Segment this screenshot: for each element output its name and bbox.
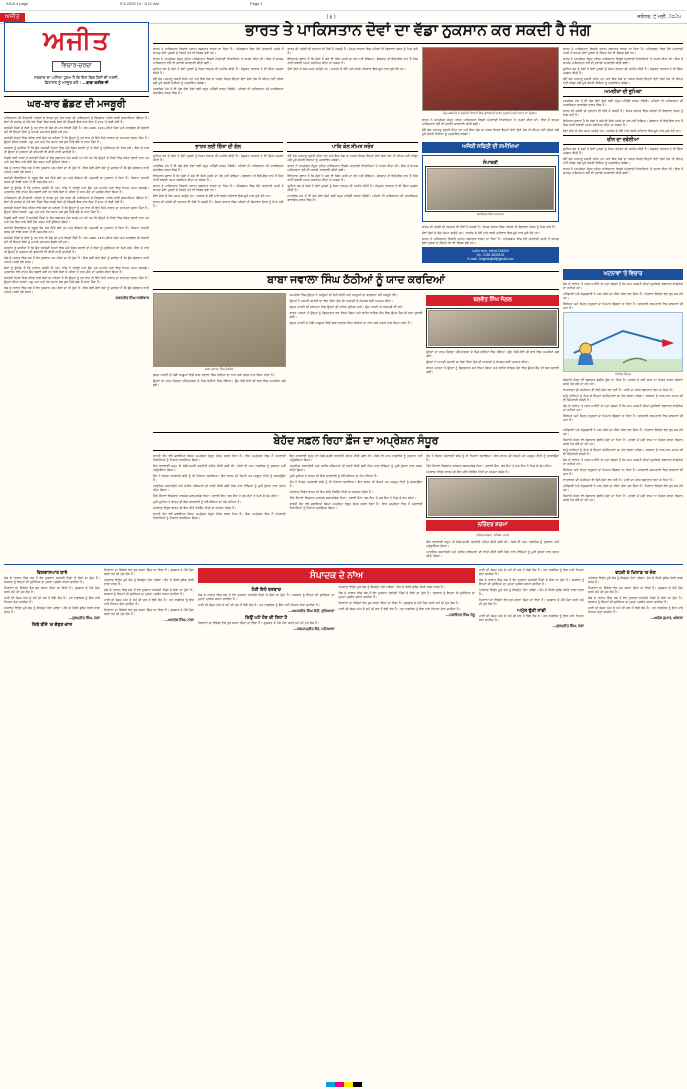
rc-p0b: ਦੇਸ਼ ਦੇ ਹਾਲਾਤ 'ਤੇ ਨਜ਼ਰ ਮਾਰੀਏ ਤਾਂ ਪਤਾ ਲੱਗਦਾ ਹੈ ਕਿ ਆਮ ਆਦਮੀ ਦੀਆਂ ਮੁਸ਼ਕਿਲਾਂ ਲਗਾਤਾਰ ਵਧਦੀਆਂ ਜਾ ਰਹੀਆਂ ਹਨ।: [563, 404, 683, 413]
fauj-col3: [426, 454, 559, 474]
fauj-p6c: ਅੱਤਵਾਦ ਵਿਰੁੱਧ ਭਾਰਤ ਦੀ ਇਹ ਜ਼ੀਰੋ ਟੌਲਰੈਂਸ ਨੀਤੀ ਦਾ ਸਪੱਸ਼ਟ ਸੰਦੇਸ਼ ਹੈ।: [426, 470, 510, 475]
contact-line-2: ਫ਼ੋਨ : 0181-5033100: [476, 252, 505, 257]
fauj-p0: ਭਾਰਤੀ ਫ਼ੌਜ ਵਲੋਂ ਚਲਾਇਆ ਗਿਆ ਅਪ੍ਰੇਸ਼ਨ ਸੰਧੂਰ ਬੇਹੱਦ ਸਫ਼ਲ ਰਿਹਾ ਹੈ। ਇਸ ਅਪ੍ਰੇਸ਼ਨ ਵਿਚ ਨੌਂ ਅੱਤਵਾਦੀ ਟਿਕਾਣਿਆਂ ਨੂੰ ਨਿਸ਼ਾਨਾ ਬਣਾਇਆ ਗਿਆ।: [153, 454, 286, 463]
main-p6b: ਇਤਿਹਾਸ ਗਵਾਹ ਹੈ ਕਿ ਜੰਗਾਂ ਨੇ ਕਦੇ ਵੀ ਕਿਸੇ ਮਸਲੇ ਦਾ ਹੱਲ ਨਹੀਂ ਕੱਢਿਆ। ਗੱਲਬਾਤ ਹੀ ਇਕੋ-ਇਕ ਰਾਹ ਹੈ ਜਿਸ ਰਾਹੀਂ ਸਥਾਈ ਅਮਨ ਸਥਾਪਿਤ ਕੀਤਾ ਜਾ ਸਕਦਾ ਹੈ।: [153, 173, 284, 182]
rc2-p1: ਮਹਿੰਗਾਈ ਅਤੇ ਬੇਰੁਜ਼ਗਾਰੀ ਨੇ ਆਮ ਲੋਕਾਂ ਦਾ ਜੀਣਾ ਔਖਾ ਕਰ ਦਿੱਤਾ ਹੈ। ਨੌਜਵਾਨ ਵਿਦੇਸ਼ਾਂ ਵੱਲ ਰੁਖ਼ ਕਰ ਰਹੇ ਹਨ।: [563, 428, 683, 437]
l4-p0: ਪਾਣੀ ਦੀ ਬੱਚਤ ਅੱਜ ਦੇ ਸਮੇਂ ਦੀ ਸਭ ਤੋਂ ਵੱਡੀ ਲੋੜ ਹੈ। ਹਰ ਨਾਗਰਿਕ ਨੂੰ ਇਸ ਪਾਸੇ ਧਿਆਨ ਦੇਣਾ ਚਾਹੀਦਾ ਹੈ।: [479, 568, 584, 577]
fauj-p6b: ਅੱਤਵਾਦ ਵਿਰੁੱਧ ਭਾਰਤ ਦੀ ਇਹ ਜ਼ੀਰੋ ਟੌਲਰੈਂਸ ਨੀਤੀ ਦਾ ਸਪੱਸ਼ਟ ਸੰਦੇਸ਼ ਹੈ।: [289, 490, 373, 495]
ll-p1: ਨੌਜਵਾਨਾਂ ਦਾ ਵਿਦੇਸ਼ਾਂ ਵੱਲ ਰੁਖ਼ ਕਰਨਾ ਚਿੰਤਾ ਦਾ ਵਿਸ਼ਾ ਹੈ। ਰੁਜ਼ਗਾਰ ਦੇ ਮੌਕੇ ਪੈਦਾ ਕਰਨੇ ਸਮੇਂ ਦੀ ਮੁੱਖ ਲੋੜ ਹੈ।: [4, 586, 100, 595]
rc2-p0: ਦੇਸ਼ ਦੇ ਹਾਲਾਤ 'ਤੇ ਨਜ਼ਰ ਮਾਰੀਏ ਤਾਂ ਪਤਾ ਲੱਗਦਾ ਹੈ ਕਿ ਆਮ ਆਦਮੀ ਦੀਆਂ ਮੁਸ਼ਕਿਲਾਂ ਲਗਾਤਾਰ ਵਧਦੀਆਂ ਜਾ ਰਹੀਆਂ ਹਨ।: [563, 458, 683, 467]
letter-0-extra: ਪਾਣੀ ਦੀ ਬੱਚਤ ਅੱਜ ਦੇ ਸਮੇਂ ਦੀ ਸਭ ਤੋਂ ਵੱਡੀ ਲੋੜ ਹੈ। ਹਰ ਨਾਗਰਿਕ ਨੂੰ ਇਸ ਪਾਸੇ ਧਿਆਨ ਦੇਣਾ ਚਾਹੀਦਾ ਹੈ।: [198, 603, 321, 608]
letters-col2-sign: —ਅਨਮੋਲ ਸਿੰਘ, ਨਾਭਾ: [164, 618, 194, 623]
l4-p2: ਅੱਤਵਾਦ ਵਿਰੁੱਧ ਪੂਰੇ ਦੇਸ਼ ਨੂੰ ਇਕਜੁੱਟ ਹੋਣਾ ਪਵੇਗਾ। ਫ਼ੌਜ ਦੇ ਹੌਸਲੇ ਬੁਲੰਦ ਰੱਖਣੇ ਸਾਡਾ ਫ਼ਰਜ਼ ਹੈ।: [479, 588, 584, 597]
rc2-p5: ਸਾਨੂੰ ਸਾਰਿਆਂ ਨੂੰ ਮਿਲ ਕੇ ਇਨ੍ਹਾਂ ਸਮੱਸਿਆਵਾਂ ਦਾ ਹੱਲ ਲੱਭਣਾ ਪਵੇਗਾ। ਸਰਕਾਰ ਦੇ ਨਾਲ-ਨਾਲ ਸਮਾਜ ਦੀ ਵੀ ਜ਼ਿੰਮੇਵਾਰੀ ਬਣਦੀ ਹੈ।: [563, 448, 683, 457]
cmyk-black: [353, 1082, 362, 1087]
ll-p0: ਜੰਗ ਦੇ ਹਾਲਾਤ ਵਿਚ ਸਭ ਤੋਂ ਵੱਧ ਨੁਕਸਾਨ ਸਰਹੱਦੀ ਪਿੰਡਾਂ ਦੇ ਲੋਕਾਂ ਦਾ ਹੁੰਦਾ ਹੈ। ਸਰਕਾਰ ਨੂੰ ਇਨ੍ਹਾਂ ਦੀ ਸੁਰੱਖਿਆ ਦਾ ਪੁਖ਼ਤਾ ਪ੍ਰਬੰਧ ਕਰਨਾ ਚਾਹੀਦਾ ਹੈ।: [4, 576, 100, 585]
left-para-2c: ਸਰਹੱਦੀ ਖੇਤਰਾਂ ਵਿਚ ਰਹਿਣ ਵਾਲੇ ਲੋਕਾਂ ਦਾ ਕਹਿਣਾ ਹੈ ਕਿ ਉਨ੍ਹਾਂ ਨੂੰ ਹਰ ਵਾਰ ਹੀ ਇਹੋ ਜਿਹੇ ਹਾਲਾਤ ਦਾ ਸਾਹਮਣਾ ਕਰਨਾ ਪੈਂਦਾ ਹੈ। ਉਨ੍ਹਾਂ ਦੀਆਂ ਫ਼ਸਲਾਂ, ਪਸ਼ੂ, ਘਰ ਅਤੇ ਹੋਰ ਸਮਾਨ ਸਭ ਕੁਝ ਪਿੱਛੇ ਛੱਡ ਕੇ ਜਾਣਾ ਪੈਂਦਾ ਹੈ।: [4, 275, 149, 284]
left-article-headline: ਘਰ-ਬਾਰ ਛੱਡਣ ਦੀ ਮਜਬੂਰੀ: [4, 96, 149, 113]
main-col3: [422, 118, 559, 136]
letter-0-body: [198, 593, 335, 607]
right-p7: ਦੋਵਾਂ ਦੇਸ਼ਾਂ ਦੇ ਲੋਕ ਅਮਨ ਚਾਹੁੰਦੇ ਹਨ। ਸਰਹੱਦ ਦੇ ਦੋਵੇਂ ਪਾਸੇ ਵਸਦੇ ਪਰਿਵਾਰ ਇਕ-ਦੂਜੇ ਨਾਲ ਜੁੜੇ ਹੋਏ ਹਨ।: [563, 129, 682, 133]
printer-strip-right: Page 1: [250, 1, 263, 6]
main-p5: ਭਾਰਤ ਦੀ ਤਰੱਕੀ ਦੀ ਰਫ਼ਤਾਰ ਵੀ ਹੌਲੀ ਪੈ ਸਕਦੀ ਹੈ। ਸ਼ੇਅਰ ਬਾਜ਼ਾਰ ਵਿਚ ਪਹਿਲਾਂ ਹੀ ਗਿਰਾਵਟ ਦੇਖਣ ਨੂੰ ਮਿਲ ਰਹੀ ਹੈ।: [287, 47, 418, 55]
main-col5: [287, 154, 417, 202]
letter-1-text: ਨੌਜਵਾਨਾਂ ਦਾ ਵਿਦੇਸ਼ਾਂ ਵੱਲ ਰੁਖ਼ ਕਰਨਾ ਚਿੰਤਾ ਦਾ ਵਿਸ਼ਾ ਹੈ। ਰੁਜ਼ਗਾਰ ਦੇ ਮੌਕੇ ਪੈਦਾ ਕਰਨੇ ਸਮੇਂ ਦੀ ਮੁੱਖ ਲੋੜ ਹੈ।: [198, 621, 320, 626]
rc-p2b: ਸਿੱਖਿਆ ਅਤੇ ਸਿਹਤ ਸਹੂਲਤਾਂ ਦਾ ਮਿਆਰ ਡਿੱਗਦਾ ਜਾ ਰਿਹਾ ਹੈ। ਸਰਕਾਰੀ ਹਸਪਤਾਲਾਂ ਵਿਚ ਡਾਕਟਰਾਂ ਦੀ ਘਾਟ ਹੈ।: [563, 414, 683, 423]
baba-photo-caption: ਬਾਬਾ ਜਵਾਲਾ ਸਿੰਘ ਠੱਠੀਆਂ: [204, 366, 234, 371]
left-para-1b: ਸਰਹੱਦੀ ਪਿੰਡਾਂ ਦੇ ਲੋਕਾਂ ਨੂੰ ਹਰ ਵਾਰ ਹੀ ਜੰਗ ਦੀ ਮਾਰ ਝੱਲਣੀ ਪੈਂਦੀ ਹੈ। ਸੰਨ 1965, 1971 ਦੀਆਂ ਜੰਗਾਂ ਅਤੇ ਕਾਰਗਿਲ ਦੀ ਲੜਾਈ ਸਮੇਂ ਵੀ ਇਨ੍ਹਾਂ ਲੋਕਾਂ ਨੂੰ ਆਪਣੇ ਘਰ-ਬਾਰ ਛੱਡਣੇ ਪਏ ਸਨ।: [4, 235, 149, 244]
l5-p1: ਨੌਜਵਾਨਾਂ ਦਾ ਵਿਦੇਸ਼ਾਂ ਵੱਲ ਰੁਖ਼ ਕਰਨਾ ਚਿੰਤਾ ਦਾ ਵਿਸ਼ਾ ਹੈ। ਰੁਜ਼ਗਾਰ ਦੇ ਮੌਕੇ ਪੈਦਾ ਕਰਨੇ ਸਮੇਂ ਦੀ ਮੁੱਖ ਲੋੜ ਹੈ।: [588, 586, 683, 595]
baba-p1b: ਉਨ੍ਹਾਂ ਦਾ ਜਨਮ ਜ਼ਿਲ੍ਹਾ ਅੰਮ੍ਰਿਤਸਰ ਦੇ ਪਿੰਡ ਠੱਠੀਆਂ ਵਿਚ ਹੋਇਆ। ਉਹ ਰੋਜ਼ੀ-ਰੋਟੀ ਦੀ ਭਾਲ ਵਿਚ ਅਮਰੀਕਾ ਚਲੇ ਗਏ।: [426, 349, 560, 358]
rc-p3: ਕਿਸਾਨੀ ਸੰਕਟ ਵੀ ਲਗਾਤਾਰ ਗੰਭੀਰ ਹੁੰਦਾ ਜਾ ਰਿਹਾ ਹੈ। ਫ਼ਸਲਾਂ ਦੇ ਸਹੀ ਭਾਅ ਨਾ ਮਿਲਣ ਕਾਰਨ ਕਿਸਾਨ ਕਰਜ਼ੇ ਹੇਠ ਦੱਬੇ ਜਾ ਰਹੇ ਹਨ।: [563, 378, 683, 387]
letter-1-sign: —ਹਰਮਨਪ੍ਰੀਤ ਕੌਰ, ਪਟਿਆਲਾ: [293, 627, 335, 632]
right-mid-text: [563, 99, 683, 133]
baba-col2: [290, 293, 423, 325]
contact-line-3: E-mail : hbgmanjitdt@gmail.com: [467, 256, 514, 261]
editor-profile-box: [422, 155, 559, 222]
main-p3c: ਦੋਵੇਂ ਦੇਸ਼ ਪਰਮਾਣੂ ਸ਼ਕਤੀ ਸੰਪੰਨ ਹਨ ਅਤੇ ਇਕ ਜੰਗ ਦਾ ਅਸਰ ਸਿਰਫ਼ ਇਨ੍ਹਾਂ ਦੋਵਾਂ ਦੇਸ਼ਾਂ ਤੱਕ ਹੀ ਸੀਮਤ ਨਹੀਂ ਰਹੇਗਾ ਸਗੋਂ ਪੂਰੇ ਦੱਖਣੀ ਏਸ਼ੀਆ ਨੂੰ ਪ੍ਰਭਾਵਿਤ ਕਰੇਗਾ।: [287, 153, 418, 162]
fauj-p3c: ਆਧੁਨਿਕ ਤਕਨਾਲੋਜੀ ਅਤੇ ਸਟੀਕ ਹਥਿਆਰਾਂ ਦੀ ਵਰਤੋਂ ਕੀਤੀ ਗਈ ਜਿਸ ਨਾਲ ਟੀਚਿਆਂ ਨੂੰ ਪੂਰੀ ਸ਼ੁੱਧਤਾ ਨਾਲ ਤਬਾਹ ਕੀਤਾ ਗਿਆ।: [426, 550, 560, 559]
issue-date: ਜਲੰਧਰ, ੯ ਮਈ, ੨੦੨੫: [637, 14, 681, 20]
main-p3: ਦੋਵੇਂ ਦੇਸ਼ ਪਰਮਾਣੂ ਸ਼ਕਤੀ ਸੰਪੰਨ ਹਨ ਅਤੇ ਇਕ ਜੰਗ ਦਾ ਅਸਰ ਸਿਰਫ਼ ਇਨ੍ਹਾਂ ਦੋਵਾਂ ਦੇਸ਼ਾਂ ਤੱਕ ਹੀ ਸੀਮਤ ਨਹੀਂ ਰਹੇਗਾ ਸਗੋਂ ਪੂਰੇ ਦੱਖਣੀ ਏਸ਼ੀਆ ਨੂੰ ਪ੍ਰਭਾਵਿਤ ਕਰੇਗਾ।: [153, 77, 284, 85]
main-subhead-1: ਪਾਕਿ ਕੋਲ ਸੀਮਤ ਸਰੋਤ: [287, 142, 417, 152]
printer-strip-left: ASIA 4 page: [6, 1, 29, 6]
rc2-p3: ਕਿਸਾਨੀ ਸੰਕਟ ਵੀ ਲਗਾਤਾਰ ਗੰਭੀਰ ਹੁੰਦਾ ਜਾ ਰਿਹਾ ਹੈ। ਫ਼ਸਲਾਂ ਦੇ ਸਹੀ ਭਾਅ ਨਾ ਮਿਲਣ ਕਾਰਨ ਕਿਸਾਨ ਕਰਜ਼ੇ ਹੇਠ ਦੱਬੇ ਜਾ ਰਹੇ ਹਨ।: [563, 438, 683, 447]
main-subhead-3: ਚੀਨ ਦਾ ਰਵੱਈਆ: [563, 135, 683, 145]
rc2-p3b: ਕਿਸਾਨੀ ਸੰਕਟ ਵੀ ਲਗਾਤਾਰ ਗੰਭੀਰ ਹੁੰਦਾ ਜਾ ਰਿਹਾ ਹੈ। ਫ਼ਸਲਾਂ ਦੇ ਸਹੀ ਭਾਅ ਨਾ ਮਿਲਣ ਕਾਰਨ ਕਿਸਾਨ ਕਰਜ਼ੇ ਹੇਠ ਦੱਬੇ ਜਾ ਰਹੇ ਹਨ।: [563, 494, 683, 503]
right-col-body-top: [563, 282, 683, 310]
rc-p4: ਵਾਤਾਵਰਨ ਦੀ ਸਮੱਸਿਆ ਵੀ ਦਿਨੋ-ਦਿਨ ਵਧ ਰਹੀ ਹੈ। ਪਾਣੀ ਦਾ ਪੱਧਰ ਲਗਾਤਾਰ ਹੇਠਾਂ ਜਾ ਰਿਹਾ ਹੈ।: [563, 388, 674, 393]
contact-line-1: ਅਜੀਤ ਭਵਨ, ਜਲੰਧਰ-144004: [472, 248, 509, 253]
main-p1: ਭਾਰਤ ਨੇ ਆਪ੍ਰੇਸ਼ਨ ਸੰਧੂਰ ਤਹਿਤ ਪਾਕਿਸਤਾਨ ਵਿਚਲੇ ਅੱਤਵਾਦੀ ਟਿਕਾਣਿਆਂ 'ਤੇ ਹਮਲਾ ਕੀਤਾ ਸੀ। ਇਸ ਤੋਂ ਬਾਅਦ ਪਾਕਿਸਤਾਨ ਵਲੋਂ ਵੀ ਜਵਾਬੀ ਕਾਰਵਾਈ ਕੀਤੀ ਗਈ।: [153, 57, 284, 65]
right-col-body-3: [563, 428, 683, 502]
letter-2-body: [479, 614, 584, 622]
l2-p4: ਨੌਜਵਾਨਾਂ ਦਾ ਵਿਦੇਸ਼ਾਂ ਵੱਲ ਰੁਖ਼ ਕਰਨਾ ਚਿੰਤਾ ਦਾ ਵਿਸ਼ਾ ਹੈ। ਰੁਜ਼ਗਾਰ ਦੇ ਮੌਕੇ ਪੈਦਾ ਕਰਨੇ ਸਮੇਂ ਦੀ ਮੁੱਖ ਲੋੜ ਹੈ।: [104, 608, 194, 617]
baba-p3b: ਉਨ੍ਹਾਂ ਨੇ ਆਪਣੀ ਕਮਾਈ ਦਾ ਵੱਡਾ ਹਿੱਸਾ ਦੇਸ਼ ਦੀ ਆਜ਼ਾਦੀ ਦੇ ਸੰਘਰਸ਼ ਲਈ ਅਰਪਣ ਕੀਤਾ।: [426, 359, 530, 364]
main-p3b: ਦੋਵੇਂ ਦੇਸ਼ ਪਰਮਾਣੂ ਸ਼ਕਤੀ ਸੰਪੰਨ ਹਨ ਅਤੇ ਇਕ ਜੰਗ ਦਾ ਅਸਰ ਸਿਰਫ਼ ਇਨ੍ਹਾਂ ਦੋਵਾਂ ਦੇਸ਼ਾਂ ਤੱਕ ਹੀ ਸੀਮਤ ਨਹੀਂ ਰਹੇਗਾ ਸਗੋਂ ਪੂਰੇ ਦੱਖਣੀ ਏਸ਼ੀਆ ਨੂੰ ਪ੍ਰਭਾਵਿਤ ਕਰੇਗਾ।: [421, 127, 559, 136]
left-column: [4, 22, 149, 300]
fauj-p3: ਆਧੁਨਿਕ ਤਕਨਾਲੋਜੀ ਅਤੇ ਸਟੀਕ ਹਥਿਆਰਾਂ ਦੀ ਵਰਤੋਂ ਕੀਤੀ ਗਈ ਜਿਸ ਨਾਲ ਟੀਚਿਆਂ ਨੂੰ ਪੂਰੀ ਸ਼ੁੱਧਤਾ ਨਾਲ ਤਬਾਹ ਕੀਤਾ ਗਿਆ।: [153, 484, 286, 493]
l5-p3: ਪਾਣੀ ਦੀ ਬੱਚਤ ਅੱਜ ਦੇ ਸਮੇਂ ਦੀ ਸਭ ਤੋਂ ਵੱਡੀ ਲੋੜ ਹੈ। ਹਰ ਨਾਗਰਿਕ ਨੂੰ ਇਸ ਪਾਸੇ ਧਿਆਨ ਦੇਣਾ ਚਾਹੀਦਾ ਹੈ।: [588, 606, 683, 615]
right-p3b: ਦੋਵੇਂ ਦੇਸ਼ ਪਰਮਾਣੂ ਸ਼ਕਤੀ ਸੰਪੰਨ ਹਨ ਅਤੇ ਇਕ ਜੰਗ ਦਾ ਅਸਰ ਸਿਰਫ਼ ਇਨ੍ਹਾਂ ਦੋਵਾਂ ਦੇਸ਼ਾਂ ਤੱਕ ਹੀ ਸੀਮਤ ਨਹੀਂ ਰਹੇਗਾ ਸਗੋਂ ਪੂਰੇ ਦੱਖਣੀ ਏਸ਼ੀਆ ਨੂੰ ਪ੍ਰਭਾਵਿਤ ਕਰੇਗਾ।: [563, 157, 683, 165]
masthead-quote-line2: ਵਿਰਾਸਤ ਨੂੰ ਮਨਜ਼ੂਰ ਕਰੋ।: [44, 80, 82, 86]
baba-p0b: ਗ਼ਦਰ ਪਾਰਟੀ ਦੇ ਮੋਢੀ ਆਗੂਆਂ ਵਿਚੋਂ ਬਾਬਾ ਜਵਾਲਾ ਸਿੰਘ ਠੱਠੀਆਂ ਦਾ ਨਾਂਅ ਬੜੇ ਅਦਬ ਨਾਲ ਲਿਆ ਜਾਂਦਾ ਹੈ।: [289, 320, 412, 325]
main-p0c: ਭਾਰਤ ਤੇ ਪਾਕਿਸਤਾਨ ਵਿਚਾਲੇ ਤਣਾਅ ਲਗਾਤਾਰ ਵਧਦਾ ਜਾ ਰਿਹਾ ਹੈ। ਪਹਿਲਗਾਮ ਵਿਚ ਹੋਏ ਅੱਤਵਾਦੀ ਹਮਲੇ ਤੋਂ ਬਾਅਦ ਦੋਵਾਂ ਮੁਲਕਾਂ ਦੇ ਰਿਸ਼ਤੇ ਹੋਰ ਵੀ ਵਿਗੜ ਗਏ ਹਨ।: [421, 236, 559, 245]
letter-2-sign: —ਗੁਰਪ੍ਰੀਤ ਸਿੰਘ, ਮੋਗਾ: [552, 624, 584, 629]
left-para-1: ਸਰਹੱਦੀ ਪਿੰਡਾਂ ਦੇ ਲੋਕਾਂ ਨੂੰ ਹਰ ਵਾਰ ਹੀ ਜੰਗ ਦੀ ਮਾਰ ਝੱਲਣੀ ਪੈਂਦੀ ਹੈ। ਸੰਨ 1965, 1971 ਦੀਆਂ ਜੰਗਾਂ ਅਤੇ ਕਾਰਗਿਲ ਦੀ ਲੜਾਈ ਸਮੇਂ ਵੀ ਇਨ੍ਹਾਂ ਲੋਕਾਂ ਨੂੰ ਆਪਣੇ ਘਰ-ਬਾਰ ਛੱਡਣੇ ਪਏ ਸਨ।: [4, 125, 149, 134]
fauj-p1b: ਇਹ ਕਾਰਵਾਈ ਬਹੁਤ ਹੀ ਸੋਚੀ-ਸਮਝੀ ਰਣਨੀਤੀ ਤਹਿਤ ਕੀਤੀ ਗਈ ਸੀ। ਕਿਸੇ ਵੀ ਆਮ ਨਾਗਰਿਕ ਨੂੰ ਨੁਕਸਾਨ ਨਹੀਂ ਪਹੁੰਚਾਇਆ ਗਿਆ।: [289, 454, 423, 463]
fauj-photo-caption: ਨਰਿੰਦਰ ਸ਼ਰਮਾ, ਰੱਖਿਆ ਮਾਹਰ: [476, 533, 510, 538]
l5-p2: ਜੰਗ ਦੇ ਹਾਲਾਤ ਵਿਚ ਸਭ ਤੋਂ ਵੱਧ ਨੁਕਸਾਨ ਸਰਹੱਦੀ ਪਿੰਡਾਂ ਦੇ ਲੋਕਾਂ ਦਾ ਹੁੰਦਾ ਹੈ। ਸਰਕਾਰ ਨੂੰ ਇਨ੍ਹਾਂ ਦੀ ਸੁਰੱਖਿਆ ਦਾ ਪੁਖ਼ਤਾ ਪ੍ਰਬੰਧ ਕਰਨਾ ਚਾਹੀਦਾ ਹੈ।: [588, 596, 683, 605]
main-p2: ਦੁਨੀਆ ਭਰ ਦੇ ਦੇਸ਼ਾਂ ਨੇ ਦੋਵਾਂ ਮੁਲਕਾਂ ਨੂੰ ਸੰਜਮ ਵਰਤਣ ਦੀ ਅਪੀਲ ਕੀਤੀ ਹੈ। ਸੰਯੁਕਤ ਰਾਸ਼ਟਰ ਨੇ ਵੀ ਚਿੰਤਾ ਪ੍ਰਗਟ ਕੀਤੀ ਹੈ।: [153, 67, 284, 75]
left-para-2: ਸਰਹੱਦੀ ਖੇਤਰਾਂ ਵਿਚ ਰਹਿਣ ਵਾਲੇ ਲੋਕਾਂ ਦਾ ਕਹਿਣਾ ਹੈ ਕਿ ਉਨ੍ਹਾਂ ਨੂੰ ਹਰ ਵਾਰ ਹੀ ਇਹੋ ਜਿਹੇ ਹਾਲਾਤ ਦਾ ਸਾਹਮਣਾ ਕਰਨਾ ਪੈਂਦਾ ਹੈ। ਉਨ੍ਹਾਂ ਦੀਆਂ ਫ਼ਸਲਾਂ, ਪਸ਼ੂ, ਘਰ ਅਤੇ ਹੋਰ ਸਮਾਨ ਸਭ ਕੁਝ ਪਿੱਛੇ ਛੱਡ ਕੇ ਜਾਣਾ ਪੈਂਦਾ ਹੈ।: [4, 135, 149, 144]
page-number: ( ੪ ): [326, 14, 336, 20]
fauj-p3b: ਆਧੁਨਿਕ ਤਕਨਾਲੋਜੀ ਅਤੇ ਸਟੀਕ ਹਥਿਆਰਾਂ ਦੀ ਵਰਤੋਂ ਕੀਤੀ ਗਈ ਜਿਸ ਨਾਲ ਟੀਚਿਆਂ ਨੂੰ ਪੂਰੀ ਸ਼ੁੱਧਤਾ ਨਾਲ ਤਬਾਹ ਕੀਤਾ ਗਿਆ।: [289, 464, 423, 473]
fauj-p5b: ਪੂਰੀ ਦੁਨੀਆ ਨੇ ਭਾਰਤ ਦੀ ਇਸ ਕਾਰਵਾਈ ਨੂੰ ਸਵੈ-ਰੱਖਿਆ ਦਾ ਹੱਕ ਮੰਨਿਆ ਹੈ।: [289, 474, 379, 479]
letters-left-sign: —ਗੁਰਪ੍ਰੀਤ ਸਿੰਘ, ਮੋਗਾ: [68, 616, 100, 621]
right-p0: ਭਾਰਤ ਤੇ ਪਾਕਿਸਤਾਨ ਵਿਚਾਲੇ ਤਣਾਅ ਲਗਾਤਾਰ ਵਧਦਾ ਜਾ ਰਿਹਾ ਹੈ। ਪਹਿਲਗਾਮ ਵਿਚ ਹੋਏ ਅੱਤਵਾਦੀ ਹਮਲੇ ਤੋਂ ਬਾਅਦ ਦੋਵਾਂ ਮੁਲਕਾਂ ਦੇ ਰਿਸ਼ਤੇ ਹੋਰ ਵੀ ਵਿਗੜ ਗਏ ਹਨ।: [563, 47, 683, 55]
baba-byline-badge: ਬਲਵੰਤ ਸਿੰਘ ਜੋਗਲ: [426, 295, 559, 306]
letters-section: [4, 564, 683, 631]
left-para-6b: ਸਰਹੱਦੀ ਇਲਾਕਿਆਂ ਦੇ ਸਕੂਲ ਬੰਦ ਕਰ ਦਿੱਤੇ ਗਏ ਹਨ ਅਤੇ ਬੱਚਿਆਂ ਦੀ ਪੜ੍ਹਾਈ ਦਾ ਨੁਕਸਾਨ ਹੋ ਰਿਹਾ ਹੈ। ਕਿਸਾਨ ਆਪਣੀ ਕਣਕ ਦੀ ਵਾਢੀ ਕਰਨ ਤੋਂ ਵੀ ਅਸਮਰੱਥ ਹਨ।: [4, 225, 149, 234]
letter-3-head: ਵਧਦੀ ਦੇ ਖ਼ਿਲਾਫ਼ 'ਚ ਜੰਗ: [615, 570, 656, 576]
lc-p0: ਅੱਤਵਾਦ ਵਿਰੁੱਧ ਪੂਰੇ ਦੇਸ਼ ਨੂੰ ਇਕਜੁੱਟ ਹੋਣਾ ਪਵੇਗਾ। ਫ਼ੌਜ ਦੇ ਹੌਸਲੇ ਬੁਲੰਦ ਰੱਖਣੇ ਸਾਡਾ ਫ਼ਰਜ਼ ਹੈ।: [338, 585, 445, 590]
baba-p0: ਗ਼ਦਰ ਪਾਰਟੀ ਦੇ ਮੋਢੀ ਆਗੂਆਂ ਵਿਚੋਂ ਬਾਬਾ ਜਵਾਲਾ ਸਿੰਘ ਠੱਠੀਆਂ ਦਾ ਨਾਂਅ ਬੜੇ ਅਦਬ ਨਾਲ ਲਿਆ ਜਾਂਦਾ ਹੈ।: [153, 373, 276, 378]
editor-name: ਬਰਜਿੰਦਰ ਸਿੰਘ ਹਮਦਰਦ: [476, 211, 504, 216]
left-para-5c: ਜੰਗ ਦੇ ਹਾਲਾਤ ਵਿਚ ਸਭ ਤੋਂ ਵੱਧ ਨੁਕਸਾਨ ਆਮ ਲੋਕਾਂ ਦਾ ਹੀ ਹੁੰਦਾ ਹੈ। ਇਸ ਲਈ ਦੋਵਾਂ ਦੇਸ਼ਾਂ ਨੂੰ ਚਾਹੀਦਾ ਹੈ ਕਿ ਉਹ ਗੱਲਬਾਤ ਰਾਹੀਂ ਆਪਣੇ ਮਸਲੇ ਹੱਲ ਕਰਨ।: [4, 285, 149, 294]
left-para-4b: ਪਿਛਲੇ ਕਈ ਸਾਲਾਂ ਤੋਂ ਸਰਹੱਦੀ ਪਿੰਡਾਂ ਦੇ ਲੋਕ ਲਗਾਤਾਰ ਮੰਗ ਕਰਦੇ ਆ ਰਹੇ ਹਨ ਕਿ ਉਨ੍ਹਾਂ ਦੇ ਪਿੰਡਾਂ ਵਿਚ ਬੰਕਰ ਬਣਾਏ ਜਾਣ ਪਰ ਅਜੇ ਤੱਕ ਇਸ ਪਾਸੇ ਕੋਈ ਠੋਸ ਕਦਮ ਨਹੀਂ ਚੁੱਕਿਆ ਗਿਆ।: [4, 215, 149, 224]
editor-portrait: [427, 168, 554, 210]
right-column: [563, 47, 683, 263]
editor-portrait-frame: [425, 166, 556, 212]
letters-col5: [588, 568, 683, 631]
fauj-p1: ਇਹ ਕਾਰਵਾਈ ਬਹੁਤ ਹੀ ਸੋਚੀ-ਸਮਝੀ ਰਣਨੀਤੀ ਤਹਿਤ ਕੀਤੀ ਗਈ ਸੀ। ਕਿਸੇ ਵੀ ਆਮ ਨਾਗਰਿਕ ਨੂੰ ਨੁਕਸਾਨ ਨਹੀਂ ਪਹੁੰਚਾਇਆ ਗਿਆ।: [153, 464, 286, 473]
ll-p3: ਅੱਤਵਾਦ ਵਿਰੁੱਧ ਪੂਰੇ ਦੇਸ਼ ਨੂੰ ਇਕਜੁੱਟ ਹੋਣਾ ਪਵੇਗਾ। ਫ਼ੌਜ ਦੇ ਹੌਸਲੇ ਬੁਲੰਦ ਰੱਖਣੇ ਸਾਡਾ ਫ਼ਰਜ਼ ਹੈ।: [4, 606, 100, 615]
main-p0: ਭਾਰਤ ਤੇ ਪਾਕਿਸਤਾਨ ਵਿਚਾਲੇ ਤਣਾਅ ਲਗਾਤਾਰ ਵਧਦਾ ਜਾ ਰਿਹਾ ਹੈ। ਪਹਿਲਗਾਮ ਵਿਚ ਹੋਏ ਅੱਤਵਾਦੀ ਹਮਲੇ ਤੋਂ ਬਾਅਦ ਦੋਵਾਂ ਮੁਲਕਾਂ ਦੇ ਰਿਸ਼ਤੇ ਹੋਰ ਵੀ ਵਿਗੜ ਗਏ ਹਨ।: [153, 47, 284, 55]
right-column-bottom: [563, 428, 683, 560]
main-p2b: ਦੁਨੀਆ ਭਰ ਦੇ ਦੇਸ਼ਾਂ ਨੇ ਦੋਵਾਂ ਮੁਲਕਾਂ ਨੂੰ ਸੰਜਮ ਵਰਤਣ ਦੀ ਅਪੀਲ ਕੀਤੀ ਹੈ। ਸੰਯੁਕਤ ਰਾਸ਼ਟਰ ਨੇ ਵੀ ਚਿੰਤਾ ਪ੍ਰਗਟ ਕੀਤੀ ਹੈ।: [153, 153, 284, 162]
baba-col1: [153, 373, 286, 387]
letters-col2-body: [104, 568, 194, 616]
fauj-p0d: ਭਾਰਤੀ ਫ਼ੌਜ ਵਲੋਂ ਚਲਾਇਆ ਗਿਆ ਅਪ੍ਰੇਸ਼ਨ ਸੰਧੂਰ ਬੇਹੱਦ ਸਫ਼ਲ ਰਿਹਾ ਹੈ। ਇਸ ਅਪ੍ਰੇਸ਼ਨ ਵਿਚ ਨੌਂ ਅੱਤਵਾਦੀ ਟਿਕਾਣਿਆਂ ਨੂੰ ਨਿਸ਼ਾਨਾ ਬਣਾਇਆ ਗਿਆ।: [153, 512, 286, 521]
main-p7c: ਦੋਵਾਂ ਦੇਸ਼ਾਂ ਦੇ ਲੋਕ ਅਮਨ ਚਾਹੁੰਦੇ ਹਨ। ਸਰਹੱਦ ਦੇ ਦੋਵੇਂ ਪਾਸੇ ਵਸਦੇ ਪਰਿਵਾਰ ਇਕ-ਦੂਜੇ ਨਾਲ ਜੁੜੇ ਹੋਏ ਹਨ।: [421, 230, 541, 235]
left-para-4: ਪਿਛਲੇ ਕਈ ਸਾਲਾਂ ਤੋਂ ਸਰਹੱਦੀ ਪਿੰਡਾਂ ਦੇ ਲੋਕ ਲਗਾਤਾਰ ਮੰਗ ਕਰਦੇ ਆ ਰਹੇ ਹਨ ਕਿ ਉਨ੍ਹਾਂ ਦੇ ਪਿੰਡਾਂ ਵਿਚ ਬੰਕਰ ਬਣਾਏ ਜਾਣ ਪਰ ਅਜੇ ਤੱਕ ਇਸ ਪਾਸੇ ਕੋਈ ਠੋਸ ਕਦਮ ਨਹੀਂ ਚੁੱਕਿਆ ਗਿਆ।: [4, 155, 149, 164]
fauj-p4c: ਤਿੰਨੇ ਸੈਨਾਵਾਂ ਵਿਚਕਾਰ ਤਾਲਮੇਲ ਸ਼ਲਾਘਾਯੋਗ ਰਿਹਾ। ਹਵਾਈ ਸੈਨਾ, ਥਲ ਸੈਨਾ ਤੇ ਜਲ ਸੈਨਾ ਨੇ ਮਿਲ ਕੇ ਕੰਮ ਕੀਤਾ।: [426, 464, 553, 469]
left-article-byline: ਚਰਨਜੀਤ ਸਿੰਘ ਧਾਲੀਵਾਲ: [115, 295, 149, 300]
main-col4: [153, 154, 283, 208]
letters-banner: ਸੰਪਾਦਕ ਦੇ ਨਾਂਅ: [198, 568, 475, 583]
baba-headline: ਬਾਬਾ ਜਵਾਲਾ ਸਿੰਘ ਠੱਠੀਆਂ ਨੂੰ ਯਾਦ ਕਰਦਿਆਂ: [153, 271, 559, 290]
right-p2b: ਦੁਨੀਆ ਭਰ ਦੇ ਦੇਸ਼ਾਂ ਨੇ ਦੋਵਾਂ ਮੁਲਕਾਂ ਨੂੰ ਸੰਜਮ ਵਰਤਣ ਦੀ ਅਪੀਲ ਕੀਤੀ ਹੈ। ਸੰਯੁਕਤ ਰਾਸ਼ਟਰ ਨੇ ਵੀ ਚਿੰਤਾ ਪ੍ਰਗਟ ਕੀਤੀ ਹੈ।: [563, 147, 683, 155]
fauj-col1: [153, 454, 286, 520]
letter-3-body: [588, 576, 683, 614]
fauj-col3b: [426, 540, 559, 558]
l4-p3: ਨੌਜਵਾਨਾਂ ਦਾ ਵਿਦੇਸ਼ਾਂ ਵੱਲ ਰੁਖ਼ ਕਰਨਾ ਚਿੰਤਾ ਦਾ ਵਿਸ਼ਾ ਹੈ। ਰੁਜ਼ਗਾਰ ਦੇ ਮੌਕੇ ਪੈਦਾ ਕਰਨੇ ਸਮੇਂ ਦੀ ਮੁੱਖ ਲੋੜ ਹੈ।: [479, 598, 584, 607]
fauj-author-portrait: [428, 478, 557, 516]
letters-center-col2: [339, 585, 476, 611]
main-p4: ਆਰਥਿਕ ਪੱਖ ਤੋਂ ਵੀ ਜੰਗ ਦੋਵਾਂ ਦੇਸ਼ਾਂ ਲਈ ਬਹੁਤ ਮਹਿੰਗੀ ਸਾਬਤ ਹੋਵੇਗੀ। ਪਹਿਲਾਂ ਹੀ ਪਾਕਿਸਤਾਨ ਦੀ ਆਰਥਿਕਤਾ ਡਾਵਾਂਡੋਲ ਹਾਲਤ ਵਿਚ ਹੈ।: [153, 87, 284, 95]
main-p4b: ਆਰਥਿਕ ਪੱਖ ਤੋਂ ਵੀ ਜੰਗ ਦੋਵਾਂ ਦੇਸ਼ਾਂ ਲਈ ਬਹੁਤ ਮਹਿੰਗੀ ਸਾਬਤ ਹੋਵੇਗੀ। ਪਹਿਲਾਂ ਹੀ ਪਾਕਿਸਤਾਨ ਦੀ ਆਰਥਿਕਤਾ ਡਾਵਾਂਡੋਲ ਹਾਲਤ ਵਿਚ ਹੈ।: [153, 163, 284, 172]
baba-author-portrait: [428, 310, 557, 346]
letter-0-head: ਹੋਣੀ ਇਹੋ ਬਰਬਾਦ: [251, 587, 281, 593]
right-col-body-bot: [563, 378, 683, 422]
masthead-quote-credit: —ਬਾਬਾ ਫ਼ਰੀਦ ਜੀ: [82, 80, 109, 86]
fauj-p2b: ਫ਼ੌਜ ਨੇ ਸਿਰਫ਼ ਅੱਤਵਾਦੀ ਢਾਂਚੇ ਨੂੰ ਹੀ ਨਿਸ਼ਾਨਾ ਬਣਾਇਆ। ਇਹ ਭਾਰਤ ਦੀ ਸੰਜਮੀ ਪਰ ਮਜ਼ਬੂਤ ਨੀਤੀ ਨੂੰ ਦਰਸਾਉਂਦਾ ਹੈ।: [289, 480, 423, 489]
cartoon-caption: ਵਿਅੰਗ-ਚਿੱਤਰ: [615, 371, 631, 376]
letters-col4: [479, 568, 584, 631]
right-p2: ਦੁਨੀਆ ਭਰ ਦੇ ਦੇਸ਼ਾਂ ਨੇ ਦੋਵਾਂ ਮੁਲਕਾਂ ਨੂੰ ਸੰਜਮ ਵਰਤਣ ਦੀ ਅਪੀਲ ਕੀਤੀ ਹੈ। ਸੰਯੁਕਤ ਰਾਸ਼ਟਰ ਨੇ ਵੀ ਚਿੰਤਾ ਪ੍ਰਗਟ ਕੀਤੀ ਹੈ।: [563, 67, 683, 75]
right-p1: ਭਾਰਤ ਨੇ ਆਪ੍ਰੇਸ਼ਨ ਸੰਧੂਰ ਤਹਿਤ ਪਾਕਿਸਤਾਨ ਵਿਚਲੇ ਅੱਤਵਾਦੀ ਟਿਕਾਣਿਆਂ 'ਤੇ ਹਮਲਾ ਕੀਤਾ ਸੀ। ਇਸ ਤੋਂ ਬਾਅਦ ਪਾਕਿਸਤਾਨ ਵਲੋਂ ਵੀ ਜਵਾਬੀ ਕਾਰਵਾਈ ਕੀਤੀ ਗਈ।: [563, 57, 683, 65]
baba-p5: ਭਾਰਤ ਪਰਤਣ 'ਤੇ ਉਨ੍ਹਾਂ ਨੂੰ ਗ੍ਰਿਫ਼ਤਾਰ ਕਰ ਲਿਆ ਗਿਆ ਅਤੇ ਲਾਹੌਰ ਸਾਜ਼ਿਸ਼ ਕੇਸ ਵਿਚ ਉਮਰ ਕੈਦ ਦੀ ਸਜ਼ਾ ਸੁਣਾਈ ਗਈ।: [289, 310, 423, 319]
letter-2-head: ਅਮੁੱਲ ਢੁੱਕੀ ਸਾਂਭੀ: [517, 608, 546, 614]
fauj-p2c: ਫ਼ੌਜ ਨੇ ਸਿਰਫ਼ ਅੱਤਵਾਦੀ ਢਾਂਚੇ ਨੂੰ ਹੀ ਨਿਸ਼ਾਨਾ ਬਣਾਇਆ। ਇਹ ਭਾਰਤ ਦੀ ਸੰਜਮੀ ਪਰ ਮਜ਼ਬੂਤ ਨੀਤੀ ਨੂੰ ਦਰਸਾਉਂਦਾ ਹੈ।: [426, 454, 560, 463]
left-para-7b: ਲੋਕਾਂ ਨੂੰ ਉਮੀਦ ਹੈ ਕਿ ਹਾਲਾਤ ਜਲਦੀ ਹੀ ਆਮ ਵਾਂਗ ਹੋ ਜਾਣਗੇ ਅਤੇ ਉਹ ਮੁੜ ਆਪਣੇ ਘਰਾਂ ਵਿਚ ਵਾਪਸ ਪਰਤ ਸਕਣਗੇ। ਪ੍ਰਸ਼ਾਸਨ ਵਲੋਂ ਰਾਹਤ ਕੈਂਪ ਲਗਾਏ ਗਏ ਹਨ ਜਿਥੇ ਲੋਕਾਂ ਦੇ ਰਹਿਣ ਤੇ ਖਾਣ-ਪੀਣ ਦਾ ਪ੍ਰਬੰਧ ਕੀਤਾ ਗਿਆ ਹੈ।: [4, 265, 149, 274]
left-para-2b: ਸਰਹੱਦੀ ਖੇਤਰਾਂ ਵਿਚ ਰਹਿਣ ਵਾਲੇ ਲੋਕਾਂ ਦਾ ਕਹਿਣਾ ਹੈ ਕਿ ਉਨ੍ਹਾਂ ਨੂੰ ਹਰ ਵਾਰ ਹੀ ਇਹੋ ਜਿਹੇ ਹਾਲਾਤ ਦਾ ਸਾਹਮਣਾ ਕਰਨਾ ਪੈਂਦਾ ਹੈ। ਉਨ੍ਹਾਂ ਦੀਆਂ ਫ਼ਸਲਾਂ, ਪਸ਼ੂ, ਘਰ ਅਤੇ ਹੋਰ ਸਮਾਨ ਸਭ ਕੁਝ ਪਿੱਛੇ ਛੱਡ ਕੇ ਜਾਣਾ ਪੈਂਦਾ ਹੈ।: [4, 205, 149, 214]
l2-p3: ਪਾਣੀ ਦੀ ਬੱਚਤ ਅੱਜ ਦੇ ਸਮੇਂ ਦੀ ਸਭ ਤੋਂ ਵੱਡੀ ਲੋੜ ਹੈ। ਹਰ ਨਾਗਰਿਕ ਨੂੰ ਇਸ ਪਾਸੇ ਧਿਆਨ ਦੇਣਾ ਚਾਹੀਦਾ ਹੈ।: [104, 598, 194, 607]
left-para-6: ਸਰਹੱਦੀ ਇਲਾਕਿਆਂ ਦੇ ਸਕੂਲ ਬੰਦ ਕਰ ਦਿੱਤੇ ਗਏ ਹਨ ਅਤੇ ਬੱਚਿਆਂ ਦੀ ਪੜ੍ਹਾਈ ਦਾ ਨੁਕਸਾਨ ਹੋ ਰਿਹਾ ਹੈ। ਕਿਸਾਨ ਆਪਣੀ ਕਣਕ ਦੀ ਵਾਢੀ ਕਰਨ ਤੋਂ ਵੀ ਅਸਮਰੱਥ ਹਨ।: [4, 175, 149, 184]
fauj-p6: ਅੱਤਵਾਦ ਵਿਰੁੱਧ ਭਾਰਤ ਦੀ ਇਹ ਜ਼ੀਰੋ ਟੌਲਰੈਂਸ ਨੀਤੀ ਦਾ ਸਪੱਸ਼ਟ ਸੰਦੇਸ਼ ਹੈ।: [153, 506, 237, 511]
baba-author-frame: [426, 308, 559, 348]
left-para-5: ਜੰਗ ਦੇ ਹਾਲਾਤ ਵਿਚ ਸਭ ਤੋਂ ਵੱਧ ਨੁਕਸਾਨ ਆਮ ਲੋਕਾਂ ਦਾ ਹੀ ਹੁੰਦਾ ਹੈ। ਇਸ ਲਈ ਦੋਵਾਂ ਦੇਸ਼ਾਂ ਨੂੰ ਚਾਹੀਦਾ ਹੈ ਕਿ ਉਹ ਗੱਲਬਾਤ ਰਾਹੀਂ ਆਪਣੇ ਮਸਲੇ ਹੱਲ ਕਰਨ।: [4, 165, 149, 174]
l4-p1: ਜੰਗ ਦੇ ਹਾਲਾਤ ਵਿਚ ਸਭ ਤੋਂ ਵੱਧ ਨੁਕਸਾਨ ਸਰਹੱਦੀ ਪਿੰਡਾਂ ਦੇ ਲੋਕਾਂ ਦਾ ਹੁੰਦਾ ਹੈ। ਸਰਕਾਰ ਨੂੰ ਇਨ੍ਹਾਂ ਦੀ ਸੁਰੱਖਿਆ ਦਾ ਪੁਖ਼ਤਾ ਪ੍ਰਬੰਧ ਕਰਨਾ ਚਾਹੀਦਾ ਹੈ।: [479, 578, 584, 587]
main-p7b: ਦੋਵਾਂ ਦੇਸ਼ਾਂ ਦੇ ਲੋਕ ਅਮਨ ਚਾਹੁੰਦੇ ਹਨ। ਸਰਹੱਦ ਦੇ ਦੋਵੇਂ ਪਾਸੇ ਵਸਦੇ ਪਰਿਵਾਰ ਇਕ-ਦੂਜੇ ਨਾਲ ਜੁੜੇ ਹੋਏ ਹਨ।: [153, 193, 272, 198]
main-story-block: [153, 47, 559, 263]
letters-left: [4, 568, 100, 631]
lc-p2: ਨੌਜਵਾਨਾਂ ਦਾ ਵਿਦੇਸ਼ਾਂ ਵੱਲ ਰੁਖ਼ ਕਰਨਾ ਚਿੰਤਾ ਦਾ ਵਿਸ਼ਾ ਹੈ। ਰੁਜ਼ਗਾਰ ਦੇ ਮੌਕੇ ਪੈਦਾ ਕਰਨੇ ਸਮੇਂ ਦੀ ਮੁੱਖ ਲੋੜ ਹੈ।: [338, 601, 460, 606]
main-col2: [287, 47, 417, 71]
letters-center: [198, 568, 475, 631]
fauj-p5: ਪੂਰੀ ਦੁਨੀਆ ਨੇ ਭਾਰਤ ਦੀ ਇਸ ਕਾਰਵਾਈ ਨੂੰ ਸਵੈ-ਰੱਖਿਆ ਦਾ ਹੱਕ ਮੰਨਿਆ ਹੈ।: [153, 500, 242, 505]
cartoon-illustration: [563, 312, 683, 372]
rc-p5: ਸਾਨੂੰ ਸਾਰਿਆਂ ਨੂੰ ਮਿਲ ਕੇ ਇਨ੍ਹਾਂ ਸਮੱਸਿਆਵਾਂ ਦਾ ਹੱਲ ਲੱਭਣਾ ਪਵੇਗਾ। ਸਰਕਾਰ ਦੇ ਨਾਲ-ਨਾਲ ਸਮਾਜ ਦੀ ਵੀ ਜ਼ਿੰਮੇਵਾਰੀ ਬਣਦੀ ਹੈ।: [563, 394, 683, 403]
letters-left-body: [4, 576, 100, 614]
left-para-0b: ਪਾਕਿਸਤਾਨ ਦੀ ਫ਼ੌਜਦਾਰੀ ਪਹਿਲਾਂ ਦੋ ਵਾਰਦ ਹੁਣ ਤੱਕ ਸਾਡਾ ਦੀ ਪਾਕਿਸਤਾਨ ਦੇ ਵਿਚਕਾਰ ਮਾਹੌਲ ਕਾਫ਼ੀ ਗਰਮਾਇਆ ਹੋਇਆ ਹੈ। ਦੋਵਾਂ ਹੀ ਸਰਹੱਦ ਦੇ ਨੇੜੇ ਵਸੇ ਪਿੰਡਾਂ ਵਿਚ ਵਸਦੇ ਲੋਕਾਂ ਦੀ ਜ਼ਿੰਦਗੀ ਇਕ ਵਾਰ ਫਿਰ ਤੋਂ ਦਾਅ 'ਤੇ ਲੱਗੀ ਹੋਈ ਹੈ।: [4, 195, 149, 204]
rc2-p1b: ਮਹਿੰਗਾਈ ਅਤੇ ਬੇਰੁਜ਼ਗਾਰੀ ਨੇ ਆਮ ਲੋਕਾਂ ਦਾ ਜੀਣਾ ਔਖਾ ਕਰ ਦਿੱਤਾ ਹੈ। ਨੌਜਵਾਨ ਵਿਦੇਸ਼ਾਂ ਵੱਲ ਰੁਖ਼ ਕਰ ਰਹੇ ਹਨ।: [563, 484, 683, 493]
cartoon-svg: [564, 313, 682, 371]
fauj-p1c: ਇਹ ਕਾਰਵਾਈ ਬਹੁਤ ਹੀ ਸੋਚੀ-ਸਮਝੀ ਰਣਨੀਤੀ ਤਹਿਤ ਕੀਤੀ ਗਈ ਸੀ। ਕਿਸੇ ਵੀ ਆਮ ਨਾਗਰਿਕ ਨੂੰ ਨੁਕਸਾਨ ਨਹੀਂ ਪਹੁੰਚਾਇਆ ਗਿਆ।: [426, 540, 560, 549]
baba-p3: ਉਨ੍ਹਾਂ ਨੇ ਆਪਣੀ ਕਮਾਈ ਦਾ ਵੱਡਾ ਹਿੱਸਾ ਦੇਸ਼ ਦੀ ਆਜ਼ਾਦੀ ਦੇ ਸੰਘਰਸ਼ ਲਈ ਅਰਪਣ ਕੀਤਾ।: [289, 298, 393, 303]
letter-0-sign: —ਅਮਰਜੀਤ ਸਿੰਘ ਸੋਹੀ, ਲੁਧਿਆਣਾ: [288, 609, 335, 614]
letter-1-head: ਕਿਉਂ ਘਟੇ ਹੋਣ ਦੀ ਰਿਹਾ ਹੈ: [245, 615, 288, 621]
letters-left-head: ਵਿਸ਼ਵਾਸਘਾਤ ਬਾਰੇ: [36, 570, 68, 576]
rc-p0: ਦੇਸ਼ ਦੇ ਹਾਲਾਤ 'ਤੇ ਨਜ਼ਰ ਮਾਰੀਏ ਤਾਂ ਪਤਾ ਲੱਗਦਾ ਹੈ ਕਿ ਆਮ ਆਦਮੀ ਦੀਆਂ ਮੁਸ਼ਕਿਲਾਂ ਲਗਾਤਾਰ ਵਧਦੀਆਂ ਜਾ ਰਹੀਆਂ ਹਨ।: [563, 281, 683, 290]
fauj-p4b: ਤਿੰਨੇ ਸੈਨਾਵਾਂ ਵਿਚਕਾਰ ਤਾਲਮੇਲ ਸ਼ਲਾਘਾਯੋਗ ਰਿਹਾ। ਹਵਾਈ ਸੈਨਾ, ਥਲ ਸੈਨਾ ਤੇ ਜਲ ਸੈਨਾ ਨੇ ਮਿਲ ਕੇ ਕੰਮ ਕੀਤਾ।: [289, 496, 416, 501]
l2-p2: ਜੰਗ ਦੇ ਹਾਲਾਤ ਵਿਚ ਸਭ ਤੋਂ ਵੱਧ ਨੁਕਸਾਨ ਸਰਹੱਦੀ ਪਿੰਡਾਂ ਦੇ ਲੋਕਾਂ ਦਾ ਹੁੰਦਾ ਹੈ। ਸਰਕਾਰ ਨੂੰ ਇਨ੍ਹਾਂ ਦੀ ਸੁਰੱਖਿਆ ਦਾ ਪੁਖ਼ਤਾ ਪ੍ਰਬੰਧ ਕਰਨਾ ਚਾਹੀਦਾ ਹੈ।: [104, 588, 194, 597]
masthead-title: ਅਜੀਤ: [43, 25, 110, 55]
main-p6c: ਇਤਿਹਾਸ ਗਵਾਹ ਹੈ ਕਿ ਜੰਗਾਂ ਨੇ ਕਦੇ ਵੀ ਕਿਸੇ ਮਸਲੇ ਦਾ ਹੱਲ ਨਹੀਂ ਕੱਢਿਆ। ਗੱਲਬਾਤ ਹੀ ਇਕੋ-ਇਕ ਰਾਹ ਹੈ ਜਿਸ ਰਾਹੀਂ ਸਥਾਈ ਅਮਨ ਸਥਾਪਿਤ ਕੀਤਾ ਜਾ ਸਕਦਾ ਹੈ।: [287, 173, 418, 182]
main-subhead-2: ਅਮਰੀਕਾ ਦੀ ਭੂਮਿਕਾ: [563, 87, 683, 97]
main-photo: [422, 47, 559, 111]
topbar-brand-tag: ਅਜੀਤ: [0, 13, 25, 22]
rc2-p2: ਸਿੱਖਿਆ ਅਤੇ ਸਿਹਤ ਸਹੂਲਤਾਂ ਦਾ ਮਿਆਰ ਡਿੱਗਦਾ ਜਾ ਰਿਹਾ ਹੈ। ਸਰਕਾਰੀ ਹਸਪਤਾਲਾਂ ਵਿਚ ਡਾਕਟਰਾਂ ਦੀ ਘਾਟ ਹੈ।: [563, 468, 683, 477]
letter-3-text: ਅੱਤਵਾਦ ਵਿਰੁੱਧ ਪੂਰੇ ਦੇਸ਼ ਨੂੰ ਇਕਜੁੱਟ ਹੋਣਾ ਪਵੇਗਾ। ਫ਼ੌਜ ਦੇ ਹੌਸਲੇ ਬੁਲੰਦ ਰੱਖਣੇ ਸਾਡਾ ਫ਼ਰਜ਼ ਹੈ।: [588, 576, 683, 585]
l2-p1: ਅੱਤਵਾਦ ਵਿਰੁੱਧ ਪੂਰੇ ਦੇਸ਼ ਨੂੰ ਇਕਜੁੱਟ ਹੋਣਾ ਪਵੇਗਾ। ਫ਼ੌਜ ਦੇ ਹੌਸਲੇ ਬੁਲੰਦ ਰੱਖਣੇ ਸਾਡਾ ਫ਼ਰਜ਼ ਹੈ।: [104, 578, 194, 587]
baba-photo: [153, 293, 286, 367]
main-photo-caption: ਜੰਮੂ-ਕਸ਼ਮੀਰ ਦੇ ਸਰਹੱਦੀ ਇਲਾਕੇ ਵਿਚ ਗੋਲਾਬਾਰੀ ਕਾਰਨ ਨੁਕਸਾਨੇ ਗਏ ਮਕਾਨ ਦਾ ਦ੍ਰਿਸ਼।: [443, 111, 538, 115]
rc-p1: ਮਹਿੰਗਾਈ ਅਤੇ ਬੇਰੁਜ਼ਗਾਰੀ ਨੇ ਆਮ ਲੋਕਾਂ ਦਾ ਜੀਣਾ ਔਖਾ ਕਰ ਦਿੱਤਾ ਹੈ। ਨੌਜਵਾਨ ਵਿਦੇਸ਼ਾਂ ਵੱਲ ਰੁਖ਼ ਕਰ ਰਹੇ ਹਨ।: [563, 291, 683, 300]
left-para-3b: ਸਰਕਾਰ ਨੂੰ ਚਾਹੀਦਾ ਹੈ ਕਿ ਉਹ ਸਰਹੱਦੀ ਖੇਤਰਾਂ ਵਿਚ ਪੱਕੇ ਬੰਕਰ ਬਣਾਏ ਤਾਂ ਜੋ ਲੋਕਾਂ ਨੂੰ ਸੁਰੱਖਿਅਤ ਥਾਂ ਮਿਲ ਸਕੇ। ਇਸ ਦੇ ਨਾਲ ਹੀ ਉਨ੍ਹਾਂ ਦੇ ਨੁਕਸਾਨ ਦੀ ਭਰਪਾਈ ਵੀ ਕੀਤੀ ਜਾਣੀ ਚਾਹੀਦੀ ਹੈ।: [4, 245, 149, 254]
right-bot-text: [563, 147, 683, 175]
main-p1c: ਭਾਰਤ ਨੇ ਆਪ੍ਰੇਸ਼ਨ ਸੰਧੂਰ ਤਹਿਤ ਪਾਕਿਸਤਾਨ ਵਿਚਲੇ ਅੱਤਵਾਦੀ ਟਿਕਾਣਿਆਂ 'ਤੇ ਹਮਲਾ ਕੀਤਾ ਸੀ। ਇਸ ਤੋਂ ਬਾਅਦ ਪਾਕਿਸਤਾਨ ਵਲੋਂ ਵੀ ਜਵਾਬੀ ਕਾਰਵਾਈ ਕੀਤੀ ਗਈ।: [287, 163, 418, 172]
letters-col4-body: [479, 568, 584, 606]
main-p6: ਇਤਿਹਾਸ ਗਵਾਹ ਹੈ ਕਿ ਜੰਗਾਂ ਨੇ ਕਦੇ ਵੀ ਕਿਸੇ ਮਸਲੇ ਦਾ ਹੱਲ ਨਹੀਂ ਕੱਢਿਆ। ਗੱਲਬਾਤ ਹੀ ਇਕੋ-ਇਕ ਰਾਹ ਹੈ ਜਿਸ ਰਾਹੀਂ ਸਥਾਈ ਅਮਨ ਸਥਾਪਿਤ ਕੀਤਾ ਜਾ ਸਕਦਾ ਹੈ।: [287, 57, 418, 65]
baba-p5b: ਭਾਰਤ ਪਰਤਣ 'ਤੇ ਉਨ੍ਹਾਂ ਨੂੰ ਗ੍ਰਿਫ਼ਤਾਰ ਕਰ ਲਿਆ ਗਿਆ ਅਤੇ ਲਾਹੌਰ ਸਾਜ਼ਿਸ਼ ਕੇਸ ਵਿਚ ਉਮਰ ਕੈਦ ਦੀ ਸਜ਼ਾ ਸੁਣਾਈ ਗਈ।: [426, 365, 560, 374]
main-headline: ਭਾਰਤ ਤੇ ਪਾਕਿਸਤਾਨ ਦੋਵਾਂ ਦਾ ਵੱਡਾ ਨੁਕਸਾਨ ਕਰ ਸਕਦੀ ਹੈ ਜੰਗ: [153, 22, 683, 44]
l2-p0: ਨੌਜਵਾਨਾਂ ਦਾ ਵਿਦੇਸ਼ਾਂ ਵੱਲ ਰੁਖ਼ ਕਰਨਾ ਚਿੰਤਾ ਦਾ ਵਿਸ਼ਾ ਹੈ। ਰੁਜ਼ਗਾਰ ਦੇ ਮੌਕੇ ਪੈਦਾ ਕਰਨੇ ਸਮੇਂ ਦੀ ਮੁੱਖ ਲੋੜ ਹੈ।: [104, 568, 194, 577]
main-col6: [422, 225, 559, 245]
fauj-headline: ਬੇਹੱਦ ਸਫ਼ਲ ਰਿਹਾ ਫ਼ੌਜ ਦਾ ਅਪ੍ਰੇਸ਼ਨ ਸੰਧੂਰ: [153, 432, 559, 451]
cmyk-yellow: [344, 1082, 353, 1087]
center-column: [153, 22, 683, 560]
main-p5c: ਭਾਰਤ ਦੀ ਤਰੱਕੀ ਦੀ ਰਫ਼ਤਾਰ ਵੀ ਹੌਲੀ ਪੈ ਸਕਦੀ ਹੈ। ਸ਼ੇਅਰ ਬਾਜ਼ਾਰ ਵਿਚ ਪਹਿਲਾਂ ਹੀ ਗਿਰਾਵਟ ਦੇਖਣ ਨੂੰ ਮਿਲ ਰਹੀ ਹੈ।: [421, 224, 557, 229]
page-frame: [4, 22, 683, 1085]
printer-strip: [0, 0, 687, 11]
letter-0-text: ਜੰਗ ਦੇ ਹਾਲਾਤ ਵਿਚ ਸਭ ਤੋਂ ਵੱਧ ਨੁਕਸਾਨ ਸਰਹੱਦੀ ਪਿੰਡਾਂ ਦੇ ਲੋਕਾਂ ਦਾ ਹੁੰਦਾ ਹੈ। ਸਰਕਾਰ ਨੂੰ ਇਨ੍ਹਾਂ ਦੀ ਸੁਰੱਖਿਆ ਦਾ ਪੁਖ਼ਤਾ ਪ੍ਰਬੰਧ ਕਰਨਾ ਚਾਹੀਦਾ ਹੈ।: [198, 593, 335, 602]
letters-poem-head: ਜਿਥੇ ਬੀਜੇ 'ਚ ਵੱਢਣ-ਚਾਰ: [31, 622, 73, 628]
letters-col2: [104, 568, 194, 631]
letter-3-sign: —ਅਸ਼ੋਕ ਕੁਮਾਰ, ਅੰਬਾਲਾ: [650, 616, 683, 621]
right-p5: ਭਾਰਤ ਦੀ ਤਰੱਕੀ ਦੀ ਰਫ਼ਤਾਰ ਵੀ ਹੌਲੀ ਪੈ ਸਕਦੀ ਹੈ। ਸ਼ੇਅਰ ਬਾਜ਼ਾਰ ਵਿਚ ਪਹਿਲਾਂ ਹੀ ਗਿਰਾਵਟ ਦੇਖਣ ਨੂੰ ਮਿਲ ਰਹੀ ਹੈ।: [563, 109, 683, 117]
letter-2-text: ਪਾਣੀ ਦੀ ਬੱਚਤ ਅੱਜ ਦੇ ਸਮੇਂ ਦੀ ਸਭ ਤੋਂ ਵੱਡੀ ਲੋੜ ਹੈ। ਹਰ ਨਾਗਰਿਕ ਨੂੰ ਇਸ ਪਾਸੇ ਧਿਆਨ ਦੇਣਾ ਚਾਹੀਦਾ ਹੈ।: [479, 614, 584, 623]
main-p4c: ਆਰਥਿਕ ਪੱਖ ਤੋਂ ਵੀ ਜੰਗ ਦੋਵਾਂ ਦੇਸ਼ਾਂ ਲਈ ਬਹੁਤ ਮਹਿੰਗੀ ਸਾਬਤ ਹੋਵੇਗੀ। ਪਹਿਲਾਂ ਹੀ ਪਾਕਿਸਤਾਨ ਦੀ ਆਰਥਿਕਤਾ ਡਾਵਾਂਡੋਲ ਹਾਲਤ ਵਿਚ ਹੈ।: [287, 193, 418, 202]
masthead-subtitle: ਵਿਚਾਰ-ਚਰਚਾ: [52, 61, 101, 72]
fauj-p2: ਫ਼ੌਜ ਨੇ ਸਿਰਫ਼ ਅੱਤਵਾਦੀ ਢਾਂਚੇ ਨੂੰ ਹੀ ਨਿਸ਼ਾਨਾ ਬਣਾਇਆ। ਇਹ ਭਾਰਤ ਦੀ ਸੰਜਮੀ ਪਰ ਮਜ਼ਬੂਤ ਨੀਤੀ ਨੂੰ ਦਰਸਾਉਂਦਾ ਹੈ।: [153, 474, 286, 483]
rc2-p4: ਵਾਤਾਵਰਨ ਦੀ ਸਮੱਸਿਆ ਵੀ ਦਿਨੋ-ਦਿਨ ਵਧ ਰਹੀ ਹੈ। ਪਾਣੀ ਦਾ ਪੱਧਰ ਲਗਾਤਾਰ ਹੇਠਾਂ ਜਾ ਰਿਹਾ ਹੈ।: [563, 478, 674, 483]
right-p3: ਦੋਵੇਂ ਦੇਸ਼ ਪਰਮਾਣੂ ਸ਼ਕਤੀ ਸੰਪੰਨ ਹਨ ਅਤੇ ਇਕ ਜੰਗ ਦਾ ਅਸਰ ਸਿਰਫ਼ ਇਨ੍ਹਾਂ ਦੋਵਾਂ ਦੇਸ਼ਾਂ ਤੱਕ ਹੀ ਸੀਮਤ ਨਹੀਂ ਰਹੇਗਾ ਸਗੋਂ ਪੂਰੇ ਦੱਖਣੀ ਏਸ਼ੀਆ ਨੂੰ ਪ੍ਰਭਾਵਿਤ ਕਰੇਗਾ।: [563, 77, 683, 85]
masthead-quote-line1: ਸਰਕਾਰ ਦਾ ਅਜਿਹਾ ਹੁਕਮ ਹੈ ਕਿ ਇਸ ਵਿਚ ਕਿਸੇ ਦੀ ਮਰਜ਼ੀ-: [33, 75, 120, 80]
lc-p1: ਜੰਗ ਦੇ ਹਾਲਾਤ ਵਿਚ ਸਭ ਤੋਂ ਵੱਧ ਨੁਕਸਾਨ ਸਰਹੱਦੀ ਪਿੰਡਾਂ ਦੇ ਲੋਕਾਂ ਦਾ ਹੁੰਦਾ ਹੈ। ਸਰਕਾਰ ਨੂੰ ਇਨ੍ਹਾਂ ਦੀ ਸੁਰੱਖਿਆ ਦਾ ਪੁਖ਼ਤਾ ਪ੍ਰਬੰਧ ਕਰਨਾ ਚਾਹੀਦਾ ਹੈ।: [338, 591, 475, 600]
fauj-p4: ਤਿੰਨੇ ਸੈਨਾਵਾਂ ਵਿਚਕਾਰ ਤਾਲਮੇਲ ਸ਼ਲਾਘਾਯੋਗ ਰਿਹਾ। ਹਵਾਈ ਸੈਨਾ, ਥਲ ਸੈਨਾ ਤੇ ਜਲ ਸੈਨਾ ਨੇ ਮਿਲ ਕੇ ਕੰਮ ਕੀਤਾ।: [153, 494, 280, 499]
letters-center-sign: —ਜਸਵਿੰਦਰ ਸਿੰਘ ਸੰਧੂ: [445, 613, 475, 618]
main-p7: ਦੋਵਾਂ ਦੇਸ਼ਾਂ ਦੇ ਲੋਕ ਅਮਨ ਚਾਹੁੰਦੇ ਹਨ। ਸਰਹੱਦ ਦੇ ਦੋਵੇਂ ਪਾਸੇ ਵਸਦੇ ਪਰਿਵਾਰ ਇਕ-ਦੂਜੇ ਨਾਲ ਜੁੜੇ ਹੋਏ ਹਨ।: [287, 67, 407, 71]
left-para-3: ਸਰਕਾਰ ਨੂੰ ਚਾਹੀਦਾ ਹੈ ਕਿ ਉਹ ਸਰਹੱਦੀ ਖੇਤਰਾਂ ਵਿਚ ਪੱਕੇ ਬੰਕਰ ਬਣਾਏ ਤਾਂ ਜੋ ਲੋਕਾਂ ਨੂੰ ਸੁਰੱਖਿਅਤ ਥਾਂ ਮਿਲ ਸਕੇ। ਇਸ ਦੇ ਨਾਲ ਹੀ ਉਨ੍ਹਾਂ ਦੇ ਨੁਕਸਾਨ ਦੀ ਭਰਪਾਈ ਵੀ ਕੀਤੀ ਜਾਣੀ ਚਾਹੀਦੀ ਹੈ।: [4, 145, 149, 154]
editorial-label: ਸੰਪਾਦਕੀ: [483, 159, 498, 165]
baba-col3: [426, 350, 559, 374]
right-p4: ਆਰਥਿਕ ਪੱਖ ਤੋਂ ਵੀ ਜੰਗ ਦੋਵਾਂ ਦੇਸ਼ਾਂ ਲਈ ਬਹੁਤ ਮਹਿੰਗੀ ਸਾਬਤ ਹੋਵੇਗੀ। ਪਹਿਲਾਂ ਹੀ ਪਾਕਿਸਤਾਨ ਦੀ ਆਰਥਿਕਤਾ ਡਾਵਾਂਡੋਲ ਹਾਲਤ ਵਿਚ ਹੈ।: [563, 99, 683, 107]
ll-p2: ਪਾਣੀ ਦੀ ਬੱਚਤ ਅੱਜ ਦੇ ਸਮੇਂ ਦੀ ਸਭ ਤੋਂ ਵੱਡੀ ਲੋੜ ਹੈ। ਹਰ ਨਾਗਰਿਕ ਨੂੰ ਇਸ ਪਾਸੇ ਧਿਆਨ ਦੇਣਾ ਚਾਹੀਦਾ ਹੈ।: [4, 596, 100, 605]
fauj-author-frame: [426, 476, 559, 518]
baba-p1: ਉਨ੍ਹਾਂ ਦਾ ਜਨਮ ਜ਼ਿਲ੍ਹਾ ਅੰਮ੍ਰਿਤਸਰ ਦੇ ਪਿੰਡ ਠੱਠੀਆਂ ਵਿਚ ਹੋਇਆ। ਉਹ ਰੋਜ਼ੀ-ਰੋਟੀ ਦੀ ਭਾਲ ਵਿਚ ਅਮਰੀਕਾ ਚਲੇ ਗਏ।: [153, 379, 286, 388]
main-p0b: ਭਾਰਤ ਤੇ ਪਾਕਿਸਤਾਨ ਵਿਚਾਲੇ ਤਣਾਅ ਲਗਾਤਾਰ ਵਧਦਾ ਜਾ ਰਿਹਾ ਹੈ। ਪਹਿਲਗਾਮ ਵਿਚ ਹੋਏ ਅੱਤਵਾਦੀ ਹਮਲੇ ਤੋਂ ਬਾਅਦ ਦੋਵਾਂ ਮੁਲਕਾਂ ਦੇ ਰਿਸ਼ਤੇ ਹੋਰ ਵੀ ਵਿਗੜ ਗਏ ਹਨ।: [153, 183, 284, 192]
left-para-5b: ਜੰਗ ਦੇ ਹਾਲਾਤ ਵਿਚ ਸਭ ਤੋਂ ਵੱਧ ਨੁਕਸਾਨ ਆਮ ਲੋਕਾਂ ਦਾ ਹੀ ਹੁੰਦਾ ਹੈ। ਇਸ ਲਈ ਦੋਵਾਂ ਦੇਸ਼ਾਂ ਨੂੰ ਚਾਹੀਦਾ ਹੈ ਕਿ ਉਹ ਗੱਲਬਾਤ ਰਾਹੀਂ ਆਪਣੇ ਮਸਲੇ ਹੱਲ ਕਰਨ।: [4, 255, 149, 264]
cmyk-registration: [326, 1082, 362, 1087]
right-p6: ਇਤਿਹਾਸ ਗਵਾਹ ਹੈ ਕਿ ਜੰਗਾਂ ਨੇ ਕਦੇ ਵੀ ਕਿਸੇ ਮਸਲੇ ਦਾ ਹੱਲ ਨਹੀਂ ਕੱਢਿਆ। ਗੱਲਬਾਤ ਹੀ ਇਕੋ-ਇਕ ਰਾਹ ਹੈ ਜਿਸ ਰਾਹੀਂ ਸਥਾਈ ਅਮਨ ਸਥਾਪਿਤ ਕੀਤਾ ਜਾ ਸਕਦਾ ਹੈ।: [563, 119, 683, 127]
main-layout: [4, 22, 683, 560]
main-col1: [153, 47, 283, 95]
lc-p3: ਪਾਣੀ ਦੀ ਬੱਚਤ ਅੱਜ ਦੇ ਸਮੇਂ ਦੀ ਸਭ ਤੋਂ ਵੱਡੀ ਲੋੜ ਹੈ। ਹਰ ਨਾਗਰਿਕ ਨੂੰ ਇਸ ਪਾਸੇ ਧਿਆਨ ਦੇਣਾ ਚਾਹੀਦਾ ਹੈ।: [338, 607, 461, 612]
main-p2c: ਦੁਨੀਆ ਭਰ ਦੇ ਦੇਸ਼ਾਂ ਨੇ ਦੋਵਾਂ ਮੁਲਕਾਂ ਨੂੰ ਸੰਜਮ ਵਰਤਣ ਦੀ ਅਪੀਲ ਕੀਤੀ ਹੈ। ਸੰਯੁਕਤ ਰਾਸ਼ਟਰ ਨੇ ਵੀ ਚਿੰਤਾ ਪ੍ਰਗਟ ਕੀਤੀ ਹੈ।: [287, 183, 418, 192]
cmyk-cyan: [326, 1082, 335, 1087]
main-p1b: ਭਾਰਤ ਨੇ ਆਪ੍ਰੇਸ਼ਨ ਸੰਧੂਰ ਤਹਿਤ ਪਾਕਿਸਤਾਨ ਵਿਚਲੇ ਅੱਤਵਾਦੀ ਟਿਕਾਣਿਆਂ 'ਤੇ ਹਮਲਾ ਕੀਤਾ ਸੀ। ਇਸ ਤੋਂ ਬਾਅਦ ਪਾਕਿਸਤਾਨ ਵਲੋਂ ਵੀ ਜਵਾਬੀ ਕਾਰਵਾਈ ਕੀਤੀ ਗਈ।: [421, 117, 559, 126]
baba-p2: ਅਮਰੀਕਾ ਵਿਚ ਉਨ੍ਹਾਂ ਨੇ ਆਲੂਆਂ ਦੀ ਖੇਤੀ ਕੀਤੀ ਅਤੇ 'ਆਲੂਆਂ ਦਾ ਬਾਦਸ਼ਾਹ' ਵਜੋਂ ਮਸ਼ਹੂਰ ਹੋਏ।: [289, 292, 399, 297]
left-para-7: ਲੋਕਾਂ ਨੂੰ ਉਮੀਦ ਹੈ ਕਿ ਹਾਲਾਤ ਜਲਦੀ ਹੀ ਆਮ ਵਾਂਗ ਹੋ ਜਾਣਗੇ ਅਤੇ ਉਹ ਮੁੜ ਆਪਣੇ ਘਰਾਂ ਵਿਚ ਵਾਪਸ ਪਰਤ ਸਕਣਗੇ। ਪ੍ਰਸ਼ਾਸਨ ਵਲੋਂ ਰਾਹਤ ਕੈਂਪ ਲਗਾਏ ਗਏ ਹਨ ਜਿਥੇ ਲੋਕਾਂ ਦੇ ਰਹਿਣ ਤੇ ਖਾਣ-ਪੀਣ ਦਾ ਪ੍ਰਬੰਧ ਕੀਤਾ ਗਿਆ ਹੈ।: [4, 185, 149, 194]
main-blue-label: ਅਜੋਕੀ ਸਥਿਤੀ ਦੀ ਸਮੀਖਿਆ: [422, 142, 559, 153]
main-subhead-0: ਭਾਰਤ ਲਈ ਚਿੰਤਾ ਦੀ ਗੱਲ: [153, 142, 283, 152]
nameplate: [4, 22, 149, 92]
fauj-col2: [290, 454, 423, 510]
fauj-byline-badge: ਨਰਿੰਦਰ ਸ਼ਰਮਾ: [426, 520, 559, 531]
fauj-p0c: ਭਾਰਤੀ ਫ਼ੌਜ ਵਲੋਂ ਚਲਾਇਆ ਗਿਆ ਅਪ੍ਰੇਸ਼ਨ ਸੰਧੂਰ ਬੇਹੱਦ ਸਫ਼ਲ ਰਿਹਾ ਹੈ। ਇਸ ਅਪ੍ਰੇਸ਼ਨ ਵਿਚ ਨੌਂ ਅੱਤਵਾਦੀ ਟਿਕਾਣਿਆਂ ਨੂੰ ਨਿਸ਼ਾਨਾ ਬਣਾਇਆ ਗਿਆ।: [289, 502, 423, 511]
left-article-body: [4, 116, 149, 294]
rc-p2: ਸਿੱਖਿਆ ਅਤੇ ਸਿਹਤ ਸਹੂਲਤਾਂ ਦਾ ਮਿਆਰ ਡਿੱਗਦਾ ਜਾ ਰਿਹਾ ਹੈ। ਸਰਕਾਰੀ ਹਸਪਤਾਲਾਂ ਵਿਚ ਡਾਕਟਰਾਂ ਦੀ ਘਾਟ ਹੈ।: [563, 301, 683, 310]
printer-strip-center: 9 5 2025 10 : 8 11 AM: [120, 1, 159, 6]
right-p1b: ਭਾਰਤ ਨੇ ਆਪ੍ਰੇਸ਼ਨ ਸੰਧੂਰ ਤਹਿਤ ਪਾਕਿਸਤਾਨ ਵਿਚਲੇ ਅੱਤਵਾਦੀ ਟਿਕਾਣਿਆਂ 'ਤੇ ਹਮਲਾ ਕੀਤਾ ਸੀ। ਇਸ ਤੋਂ ਬਾਅਦ ਪਾਕਿਸਤਾਨ ਵਲੋਂ ਵੀ ਜਵਾਬੀ ਕਾਰਵਾਈ ਕੀਤੀ ਗਈ।: [563, 167, 683, 175]
right-column-head: ਘਟਨਾਵਾਂ 'ਤੇ ਵਿਚਾਰ: [563, 269, 683, 280]
cmyk-magenta: [335, 1082, 344, 1087]
left-para-0: ਪਾਕਿਸਤਾਨ ਦੀ ਫ਼ੌਜਦਾਰੀ ਪਹਿਲਾਂ ਦੋ ਵਾਰਦ ਹੁਣ ਤੱਕ ਸਾਡਾ ਦੀ ਪਾਕਿਸਤਾਨ ਦੇ ਵਿਚਕਾਰ ਮਾਹੌਲ ਕਾਫ਼ੀ ਗਰਮਾਇਆ ਹੋਇਆ ਹੈ। ਦੋਵਾਂ ਹੀ ਸਰਹੱਦ ਦੇ ਨੇੜੇ ਵਸੇ ਪਿੰਡਾਂ ਵਿਚ ਵਸਦੇ ਲੋਕਾਂ ਦੀ ਜ਼ਿੰਦਗੀ ਇਕ ਵਾਰ ਫਿਰ ਤੋਂ ਦਾਅ 'ਤੇ ਲੱਗੀ ਹੋਈ ਹੈ।: [4, 115, 149, 124]
contact-box: [422, 247, 559, 263]
right-column-lower: [563, 267, 683, 425]
baba-p4: ਗ਼ਦਰ ਪਾਰਟੀ ਦੀ ਸਥਾਪਨਾ ਵਿਚ ਉਨ੍ਹਾਂ ਦੀ ਅਹਿਮ ਭੂਮਿਕਾ ਰਹੀ। ਉਹ ਪਾਰਟੀ ਦੇ ਖ਼ਜ਼ਾਨਚੀ ਵੀ ਰਹੇ।: [289, 304, 404, 309]
letter-1-body: [198, 621, 335, 625]
right-top-text: [563, 47, 683, 85]
main-p5b: ਭਾਰਤ ਦੀ ਤਰੱਕੀ ਦੀ ਰਫ਼ਤਾਰ ਵੀ ਹੌਲੀ ਪੈ ਸਕਦੀ ਹੈ। ਸ਼ੇਅਰ ਬਾਜ਼ਾਰ ਵਿਚ ਪਹਿਲਾਂ ਹੀ ਗਿਰਾਵਟ ਦੇਖਣ ਨੂੰ ਮਿਲ ਰਹੀ ਹੈ।: [153, 199, 284, 208]
